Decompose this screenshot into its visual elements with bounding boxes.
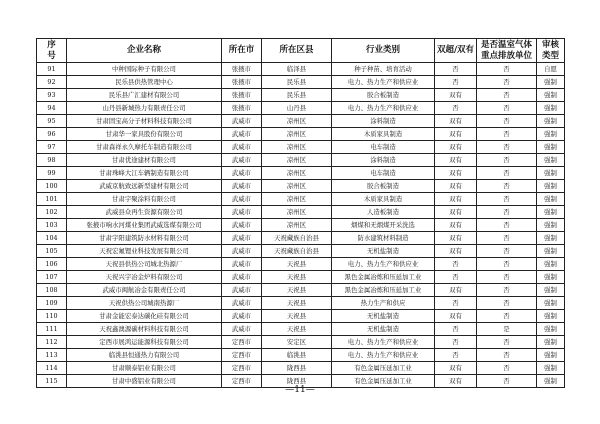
- cell-seq: 109: [37, 297, 67, 310]
- cell-ghg: 否: [477, 180, 537, 193]
- cell-dual: 双有: [435, 219, 477, 232]
- cell-ghg: 否: [477, 89, 537, 102]
- cell-dual: 否: [435, 102, 477, 115]
- cell-company: 甘肃金能宏泰达碳化硅有限公司: [67, 310, 222, 323]
- table-row: [37, 89, 565, 102]
- table-row: [37, 63, 565, 76]
- table-row: [37, 167, 565, 180]
- cell-dual: 双有: [435, 193, 477, 206]
- cell-ghg: 否: [477, 141, 537, 154]
- cell-seq: 91: [37, 63, 67, 76]
- cell-city: 武威市: [222, 128, 262, 141]
- cell-city: 武威市: [222, 258, 262, 271]
- cell-district: 临洮县: [262, 349, 332, 362]
- header-industry: 行业类别: [332, 39, 435, 63]
- cell-seq: 96: [37, 128, 67, 141]
- cell-ghg: 否: [477, 375, 537, 388]
- cell-review: 强制: [537, 258, 565, 271]
- cell-ghg: 否: [477, 362, 537, 375]
- cell-company: 临洮县恒通热力有限公司: [67, 349, 222, 362]
- cell-ghg: 否: [477, 193, 537, 206]
- cell-seq: 115: [37, 375, 67, 388]
- cell-review: 强制: [537, 89, 565, 102]
- cell-company: 甘肃宇阳建筑防水材料有限公司: [67, 232, 222, 245]
- table-row: [37, 349, 565, 362]
- cell-ghg: 否: [477, 271, 537, 284]
- cell-seq: 103: [37, 219, 67, 232]
- cell-industry: 无机盐制造: [332, 310, 435, 323]
- cell-company: 甘肃顺泰铝业有限公司: [67, 362, 222, 375]
- cell-ghg: 否: [477, 102, 537, 115]
- cell-district: 民乐县: [262, 76, 332, 89]
- cell-review: 强制: [537, 167, 565, 180]
- cell-review: 强制: [537, 362, 565, 375]
- cell-ghg: 否: [477, 167, 537, 180]
- cell-company: 甘肃森祥永久摩托车制造有限公司: [67, 141, 222, 154]
- cell-seq: 114: [37, 362, 67, 375]
- cell-dual: 双有: [435, 154, 477, 167]
- cell-industry: 有色金属压延加工业: [332, 375, 435, 388]
- cell-district: 陇西县: [262, 362, 332, 375]
- cell-review: 强制: [537, 284, 565, 297]
- cell-company: 甘肃优途建材有限公司: [67, 154, 222, 167]
- cell-industry: 胶合板制造: [332, 180, 435, 193]
- cell-ghg: 否: [477, 154, 537, 167]
- cell-district: 凉州区: [262, 128, 332, 141]
- cell-company: 张掖市响水河煤业集团武威选煤有限公司: [67, 219, 222, 232]
- table-row: [37, 297, 565, 310]
- cell-district: 凉州区: [262, 115, 332, 128]
- cell-dual: 双有: [435, 180, 477, 193]
- cell-dual: 否: [435, 323, 477, 336]
- table-row: [37, 284, 565, 297]
- cell-industry: 涂料制造: [332, 115, 435, 128]
- cell-district: 凉州区: [262, 193, 332, 206]
- cell-industry: 电力、热力生产和供应业: [332, 76, 435, 89]
- table-row: [37, 258, 565, 271]
- cell-city: 武威市: [222, 297, 262, 310]
- cell-industry: 胶合板制造: [332, 89, 435, 102]
- cell-city: 武威市: [222, 180, 262, 193]
- cell-industry: 涂料制造: [332, 154, 435, 167]
- cell-city: 武威市: [222, 284, 262, 297]
- cell-dual: 否: [435, 297, 477, 310]
- table-row: [37, 323, 565, 336]
- table-row: [37, 271, 565, 284]
- cell-review: 强制: [537, 154, 565, 167]
- table-row: [37, 102, 565, 115]
- cell-company: 甘肃珠峰大江车辆制造有限公司: [67, 167, 222, 180]
- cell-review: 强制: [537, 232, 565, 245]
- cell-city: 定西市: [222, 349, 262, 362]
- table-row: [37, 180, 565, 193]
- cell-company: 山丹县新城热力有限责任公司: [67, 102, 222, 115]
- cell-city: 武威市: [222, 141, 262, 154]
- cell-seq: 105: [37, 245, 67, 258]
- table-row: [37, 141, 565, 154]
- cell-company: 武威京航致远新型建材有限公司: [67, 180, 222, 193]
- cell-seq: 93: [37, 89, 67, 102]
- table-row: [37, 310, 565, 323]
- cell-industry: 电力、热力生产和供应业: [332, 349, 435, 362]
- cell-company: 民乐县供热管理中心: [67, 76, 222, 89]
- enterprise-table-container: [36, 38, 564, 388]
- cell-seq: 101: [37, 193, 67, 206]
- cell-district: 天祝藏族自治县: [262, 245, 332, 258]
- cell-city: 定西市: [222, 336, 262, 349]
- cell-company: 定西市展鸿运能源科技有限公司: [67, 336, 222, 349]
- table-row: [37, 128, 565, 141]
- cell-city: 张掖市: [222, 89, 262, 102]
- cell-city: 武威市: [222, 167, 262, 180]
- cell-company: 甘肃固宝高分子材料科技有限公司: [67, 115, 222, 128]
- cell-industry: 无机盐制造: [332, 323, 435, 336]
- cell-review: 强制: [537, 180, 565, 193]
- cell-district: 天祝藏族自治县: [262, 232, 332, 245]
- table-row: [37, 219, 565, 232]
- cell-dual: 双有: [435, 232, 477, 245]
- header-dual: 双超/双有: [435, 39, 477, 63]
- cell-company: 甘肃宇聚涂料有限公司: [67, 193, 222, 206]
- cell-city: 武威市: [222, 219, 262, 232]
- cell-dual: 双有: [435, 89, 477, 102]
- cell-review: 强制: [537, 206, 565, 219]
- cell-industry: 电力、热力生产和供应业: [332, 258, 435, 271]
- cell-district: 山丹县: [262, 102, 332, 115]
- cell-city: 定西市: [222, 375, 262, 388]
- cell-seq: 102: [37, 206, 67, 219]
- cell-review: 强制: [537, 141, 565, 154]
- cell-review: 强制: [537, 310, 565, 323]
- cell-district: 凉州区: [262, 167, 332, 180]
- cell-review: 强制: [537, 193, 565, 206]
- cell-review: 强制: [537, 128, 565, 141]
- cell-review: 强制: [537, 297, 565, 310]
- table-row: [37, 193, 565, 206]
- cell-company: 中种国际种子有限公司: [67, 63, 222, 76]
- header-company: 企业名称: [67, 39, 222, 63]
- cell-review: 强制: [537, 102, 565, 115]
- cell-company: 天祝宏氟锂业科技发展有限公司: [67, 245, 222, 258]
- cell-industry: 有色金属压延加工业: [332, 362, 435, 375]
- cell-city: 武威市: [222, 323, 262, 336]
- cell-seq: 98: [37, 154, 67, 167]
- cell-review: 强制: [537, 323, 565, 336]
- cell-city: 定西市: [222, 362, 262, 375]
- cell-industry: 电力、热力生产和供应业: [332, 336, 435, 349]
- page-number: —11—: [285, 385, 315, 395]
- cell-ghg: 否: [477, 76, 537, 89]
- cell-district: 天祝县: [262, 323, 332, 336]
- cell-ghg: 否: [477, 63, 537, 76]
- cell-ghg: 否: [477, 128, 537, 141]
- cell-district: 天祝县: [262, 258, 332, 271]
- cell-industry: 防水建筑材料制造: [332, 232, 435, 245]
- cell-ghg: 否: [477, 232, 537, 245]
- cell-seq: 112: [37, 336, 67, 349]
- cell-ghg: 是: [477, 323, 537, 336]
- cell-city: 武威市: [222, 271, 262, 284]
- enterprise-table: [36, 38, 565, 388]
- cell-ghg: 否: [477, 310, 537, 323]
- cell-company: 甘肃中盛铝业有限公司: [67, 375, 222, 388]
- table-row: [37, 362, 565, 375]
- cell-company: 天祝兴宇冶金炉料有限公司: [67, 271, 222, 284]
- table-row: [37, 206, 565, 219]
- cell-industry: 木质家具制造: [332, 193, 435, 206]
- cell-district: 天祝县: [262, 271, 332, 284]
- table-row: [37, 232, 565, 245]
- cell-industry: 电力、热力生产和供应业: [332, 102, 435, 115]
- cell-industry: 种子种苗、培育活动: [332, 63, 435, 76]
- cell-district: 凉州区: [262, 154, 332, 167]
- cell-dual: 双有: [435, 128, 477, 141]
- cell-city: 武威市: [222, 193, 262, 206]
- cell-district: 民乐县: [262, 89, 332, 102]
- cell-dual: 双有: [435, 245, 477, 258]
- header-review: 审核 类型: [537, 39, 565, 63]
- cell-district: 凉州区: [262, 180, 332, 193]
- cell-company: 天祝县供热公司城北热源厂: [67, 258, 222, 271]
- cell-district: 天祝县: [262, 284, 332, 297]
- cell-seq: 110: [37, 310, 67, 323]
- cell-district: 凉州区: [262, 141, 332, 154]
- cell-seq: 113: [37, 349, 67, 362]
- cell-industry: 黑色金属冶炼和压延加工业: [332, 284, 435, 297]
- cell-ghg: 否: [477, 284, 537, 297]
- cell-industry: 黑色金属冶炼和压延加工业: [332, 271, 435, 284]
- cell-review: 强制: [537, 245, 565, 258]
- cell-district: 凉州区: [262, 219, 332, 232]
- table-row: [37, 336, 565, 349]
- cell-ghg: 否: [477, 219, 537, 232]
- cell-city: 武威市: [222, 310, 262, 323]
- cell-ghg: 否: [477, 349, 537, 362]
- cell-dual: 双有: [435, 284, 477, 297]
- cell-dual: 否: [435, 258, 477, 271]
- cell-dual: 否: [435, 76, 477, 89]
- cell-review: 强制: [537, 219, 565, 232]
- cell-seq: 100: [37, 180, 67, 193]
- cell-seq: 92: [37, 76, 67, 89]
- cell-seq: 108: [37, 284, 67, 297]
- cell-industry: 烟煤和无烟煤开采洗选: [332, 219, 435, 232]
- cell-seq: 111: [37, 323, 67, 336]
- cell-dual: 否: [435, 271, 477, 284]
- table-row: [37, 245, 565, 258]
- cell-dual: 双有: [435, 375, 477, 388]
- cell-dual: 双有: [435, 362, 477, 375]
- cell-review: 强制: [537, 375, 565, 388]
- cell-dual: 双有: [435, 206, 477, 219]
- cell-industry: 电车制造: [332, 141, 435, 154]
- cell-dual: 双有: [435, 310, 477, 323]
- cell-city: 张掖市: [222, 102, 262, 115]
- cell-review: 强制: [537, 336, 565, 349]
- cell-company: 民乐县广汇建材有限公司: [67, 89, 222, 102]
- cell-district: 临泽县: [262, 63, 332, 76]
- cell-city: 武威市: [222, 206, 262, 219]
- cell-seq: 97: [37, 141, 67, 154]
- cell-company: 武威县众再生资源有限公司: [67, 206, 222, 219]
- cell-seq: 95: [37, 115, 67, 128]
- cell-industry: 热力生产和供应: [332, 297, 435, 310]
- cell-industry: 人造板制造: [332, 206, 435, 219]
- header-ghg: 是否温室气体 重点排放单位: [477, 39, 537, 63]
- cell-dual: 否: [435, 63, 477, 76]
- cell-district: 安定区: [262, 336, 332, 349]
- cell-seq: 107: [37, 271, 67, 284]
- cell-industry: 电车制造: [332, 167, 435, 180]
- header-district: 所在区县: [262, 39, 332, 63]
- cell-review: 强制: [537, 76, 565, 89]
- cell-review: 强制: [537, 349, 565, 362]
- header-city: 所在市: [222, 39, 262, 63]
- cell-ghg: 否: [477, 336, 537, 349]
- cell-dual: 双有: [435, 115, 477, 128]
- cell-dual: 否: [435, 349, 477, 362]
- cell-dual: 双有: [435, 141, 477, 154]
- cell-ghg: 否: [477, 258, 537, 271]
- cell-industry: 无机盐制造: [332, 245, 435, 258]
- cell-seq: 94: [37, 102, 67, 115]
- cell-company: 武威市闽航冶金有限责任公司: [67, 284, 222, 297]
- cell-review: 强制: [537, 271, 565, 284]
- table-body: [37, 63, 565, 388]
- cell-company: 甘肃华一家具股份有限公司: [67, 128, 222, 141]
- cell-ghg: 否: [477, 206, 537, 219]
- cell-city: 张掖市: [222, 76, 262, 89]
- cell-dual: 否: [435, 336, 477, 349]
- table-row: [37, 115, 565, 128]
- cell-ghg: 否: [477, 245, 537, 258]
- cell-ghg: 否: [477, 297, 537, 310]
- cell-city: 武威市: [222, 245, 262, 258]
- table-row: [37, 76, 565, 89]
- cell-district: 陇西县: [262, 375, 332, 388]
- header-seq: 序 号: [37, 39, 67, 63]
- cell-city: 武威市: [222, 154, 262, 167]
- cell-review: 强制: [537, 115, 565, 128]
- header-row: [37, 39, 565, 63]
- cell-city: 武威市: [222, 232, 262, 245]
- cell-city: 武威市: [222, 115, 262, 128]
- cell-district: 天祝县: [262, 297, 332, 310]
- cell-industry: 木质家具制造: [332, 128, 435, 141]
- cell-dual: 双有: [435, 167, 477, 180]
- cell-seq: 106: [37, 258, 67, 271]
- cell-seq: 99: [37, 167, 67, 180]
- cell-review: 自愿: [537, 63, 565, 76]
- cell-district: 凉州区: [262, 206, 332, 219]
- cell-district: 天祝县: [262, 310, 332, 323]
- cell-ghg: 否: [477, 115, 537, 128]
- cell-company: 天祝鑫澳源碳材料科技有限公司: [67, 323, 222, 336]
- cell-seq: 104: [37, 232, 67, 245]
- table-row: [37, 154, 565, 167]
- cell-company: 天祝供热公司城南热源厂: [67, 297, 222, 310]
- cell-city: 张掖市: [222, 63, 262, 76]
